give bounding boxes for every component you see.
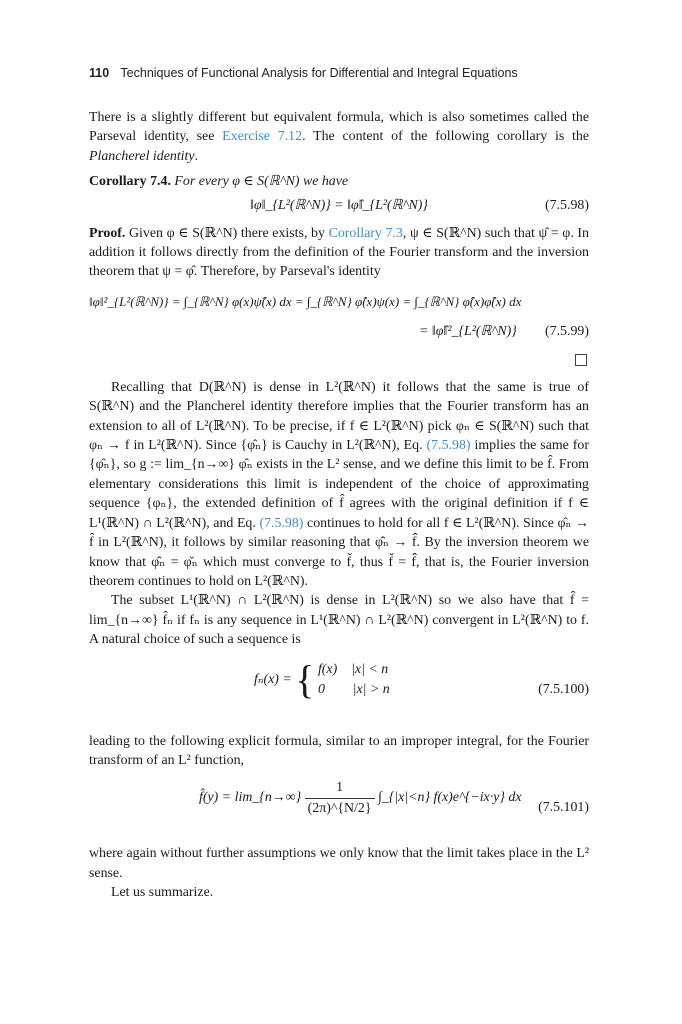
corollary-link[interactable]: Corollary 7.3 <box>328 225 403 241</box>
paragraph-l2-sense: where again without further assumptions we only know that the limit takes place in the L² sense. <box>89 846 589 881</box>
qed-box-icon <box>575 354 587 366</box>
proof-label: Proof. <box>89 225 126 241</box>
paragraph-dense-subset: The subset L¹(ℝ^N) ∩ L²(ℝ^N) is dense in L²(ℝ^N) so we also have that f̂ = lim_{n→∞} f̂ₙ if fₙ is any sequence in L¹(ℝ^N) ∩ L²(ℝ^N) convergent in L²(ℝ^N) to f. A natural choice of such a sequence is <box>89 593 589 648</box>
fraction: $\frac{1}{(2\pi)\^{}\{N/2\}}$ <box>305 778 375 818</box>
equation-body: ‖φ‖²_{L²(ℝ^N)} = ∫_{ℝ^N} φ(x)ψ̂(x) dx = ∫_{ℝ^N} φ̂(x)ψ(x) = ∫_{ℝ^N} φ̂(x)φ̂(x) dx <box>89 293 522 309</box>
paragraph-parseval-intro: There is a slightly different but equivalent formula, which is also sometimes called the Parseval identity, see Exercise 7.12. The content of the following corollary is the Plancherel identity. <box>89 110 589 164</box>
page-number: 110 <box>89 66 110 80</box>
plancherel-term: Plancherel identity <box>89 148 195 164</box>
equation-7-5-100 <box>89 656 589 722</box>
paragraph-explicit-formula: leading to the following explicit formula, similar to an improper integral, for the Fourier transform of an L² function, <box>89 733 589 768</box>
equation-7-5-99-line1 <box>89 292 589 318</box>
equation-number: (7.5.100) <box>538 681 589 697</box>
paragraph-summarize: Let us summarize. <box>111 885 214 901</box>
equation-body: = ‖φ̂‖²_{L²(ℝ^N)} <box>419 323 517 339</box>
equation-7-5-98 <box>89 196 589 220</box>
eq-link-98[interactable]: (7.5.98) <box>259 515 304 531</box>
proof-paragraph: Proof. Given φ ∈ S(ℝ^N) there exists, by Corollary 7.3, ψ ∈ S(ℝ^N) such that ψ̂ = φ. In addition it follows directly from the definition of the Fourier transform and the inversion theorem that ψ = φ̂. Therefore, by Parseval's identity <box>89 225 589 280</box>
running-header <box>89 66 589 80</box>
equation-lhs: f̂(y) = lim_{n→∞} <box>199 790 302 806</box>
page-body <box>89 108 589 903</box>
equation-body: ‖φ‖_{L²(ℝ^N)} = ‖φ̂‖_{L²(ℝ^N)} <box>250 197 428 213</box>
equation-7-5-99-line2 <box>89 322 589 346</box>
corollary-statement: Corollary 7.4. For every φ ∈ S(ℝ^N) we have <box>89 174 349 190</box>
equation-7-5-101 <box>89 778 589 840</box>
equation-lhs: fₙ(x) = <box>254 671 292 687</box>
integral-term: ∫_{|x|<n} f(x)e^{−ix·y} dx <box>378 790 522 806</box>
eq-link-98[interactable]: (7.5.98) <box>426 438 471 454</box>
paragraph-extension: Recalling that D(ℝ^N) is dense in L²(ℝ^N) it follows that the same is true of S(ℝ^N) and the Plancherel identity therefore implies that the Fourier transform has an extension to all of L²(ℝ^N). To be precise, if f ∈ L²(ℝ^N) pick φₙ ∈ S(ℝ^N) such that φₙ → f in L²(ℝ^N). Since {φ̂ₙ} is Cauchy in L²(ℝ^N), Eq. (7.5.98) implies the same for {φ̂ₙ}, so g := lim_{n→∞} φ̂ₙ exists in the L² sense, and we define this limit to be f̂. From elementary considerations this limit is independent of the choice of approximating sequence {φₙ}, the extended definition of f̂ agrees with the original definition if f ∈ L¹(ℝ^N) ∩ L²(ℝ^N), and Eq. (7.5.98) continues to hold for all f ∈ L²(ℝ^N). Since φ̂ₙ → f̂ in L²(ℝ^N), it follows by similar reasoning that φ̂̂ₙ → f̂̂. By the inversion theorem we know that φ̂̂ₙ = φ̌ₙ which must converge to f̌, thus f̌ = f̂̂, that is, the Fourier inversion theorem continues to hold on L²(ℝ^N). <box>89 379 589 589</box>
exercise-link[interactable]: Exercise 7.12 <box>222 129 303 145</box>
qed <box>89 350 589 372</box>
corollary-label: Corollary 7.4. <box>89 174 171 190</box>
equation-number: (7.5.101) <box>538 800 589 816</box>
equation-number: (7.5.99) <box>545 323 589 339</box>
equation-number: (7.5.98) <box>545 197 589 213</box>
left-brace-icon: { <box>295 656 315 702</box>
cases: f(x) |x| < n 0 |x| > n <box>317 661 390 697</box>
running-title: Techniques of Functional Analysis for Differential and Integral Equations <box>120 66 518 80</box>
